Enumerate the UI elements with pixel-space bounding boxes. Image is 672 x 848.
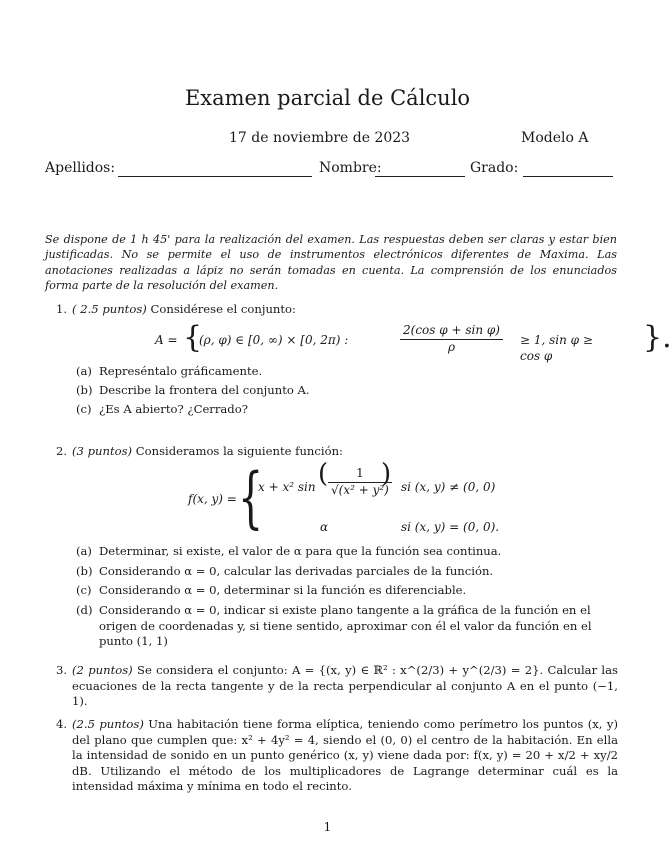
surname-field[interactable] (118, 176, 312, 177)
problem-1-statement (72, 302, 618, 318)
problem-3-text: Se considera el conjunto: A = {(x, y) ∈ ℝ² : x^(2/3) + y^(2/3) = 2}. Calcular las ecuaciones de la recta tangente y de la recta perpendicular al conjunto A en el punto (−1, 1). (72, 663, 618, 708)
problem-1-points: ( 2.5 puntos) (72, 302, 147, 316)
exam-date: 17 de noviembre de 2023 (229, 130, 411, 146)
problem-1-item-a: (a) Represéntalo gráficamente. (76, 364, 263, 378)
problem-2-item-c: (c) Considerando α = 0, determinar si la función es diferenciable. (76, 583, 467, 597)
problem-1-item-c: (c) ¿Es A abierto? ¿Cerrado? (76, 402, 248, 416)
problem-1-text: Considérese el conjunto: (150, 302, 296, 316)
problem-4-text: Una habitación tiene forma elíptica, teniendo como perímetro los puntos (x, y) del plano que cumplen que: x² + 4y² = 4, siendo el (0, 0) el centro de la habitación. En ella la intensidad de sonido en un punto genérico (x, y) viene dada por: f(x, y) = 20 + x/2 + xy/2 dB. Utilizando el método de los multiplicadores de Lagrange determinar cuál es la intensidad máxima y mínima en todo el recinto. (72, 717, 618, 793)
problem-2-number: 2. (56, 444, 68, 458)
grade-label: Grado: (470, 160, 519, 176)
problem-3-statement (72, 663, 618, 710)
problem-2-statement (72, 444, 618, 460)
problem-4-number: 4. (56, 717, 68, 731)
exam-instructions: Se dispone de 1 h 45' para la realización del examen. Las respuestas deben ser claras y estar bien justificadas. No se permite el uso de instrumentos electrónicos diferentes de Maxima. Las anotaciones realizadas a lápiz no serán tomadas en cuenta. La comprensión de los enunciados forma parte de la resolución del examen. (45, 233, 617, 292)
problem-3-points: (2 puntos) (72, 663, 133, 677)
name-field[interactable] (375, 176, 465, 177)
problem-3-number: 3. (56, 663, 68, 677)
problem-2-item-d: (d) Considerando α = 0, indicar si existe plano tangente a la gráfica de la función en el origen de coordenadas y, si tiene sentido, aproximar con él el valor da función en el punto (1, 1) (76, 603, 592, 648)
surname-label: Apellidos: (45, 160, 116, 176)
problem-2-item-a: (a) Determinar, si existe, el valor de α para que la función sea continua. (76, 544, 502, 558)
problem-4-points: (2.5 puntos) (72, 717, 144, 731)
exam-title: Examen parcial de Cálculo (184, 86, 471, 110)
problem-1-formula: A = { (ρ, φ) ∈ [0, ∞) × [0, 2π) : $\frac{\text{2(cos φ + sin φ)}}{\rho}$ ≥ 1, sin φ ≥ cos φ }. (155, 320, 672, 363)
problem-4-statement (72, 717, 618, 795)
problem-2-formula: f(x, y) = { x + x² sin ( $\frac{1}{\text{√(x² + y²)}}$ ) si (x, y) ≠ (0, 0) α si (x, y) = (0, 0). (188, 459, 500, 536)
problem-2-item-b: (b) Considerando α = 0, calcular las derivadas parciales de la función. (76, 564, 494, 578)
problem-1-number: 1. (56, 302, 68, 316)
exam-model: Modelo A (521, 130, 589, 146)
student-fields (45, 160, 625, 182)
problem-2-points: (3 puntos) (72, 444, 133, 458)
page-number: 1 (323, 820, 332, 834)
problem-2-text: Consideramos la siguiente función: (135, 444, 343, 458)
name-label: Nombre: (319, 160, 382, 176)
problem-1-item-b: (b) Describe la frontera del conjunto A. (76, 383, 310, 397)
grade-field[interactable] (523, 176, 613, 177)
